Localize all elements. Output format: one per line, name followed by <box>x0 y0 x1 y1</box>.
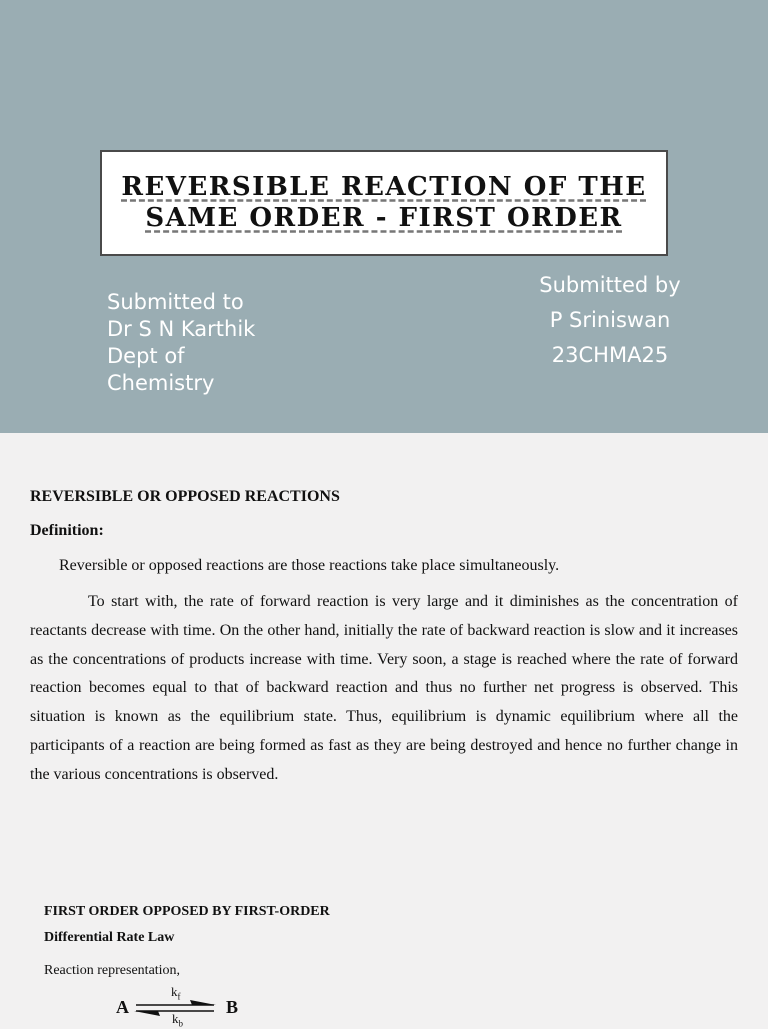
subsection-heading: FIRST ORDER OPPOSED BY FIRST-ORDER <box>44 904 330 919</box>
submitted-to-label: Submitted to <box>107 290 244 314</box>
definition-text: Reversible or opposed reactions are those reactions take place simultaneously. <box>59 557 560 574</box>
title-line-2: SAME ORDER - FIRST ORDER <box>145 203 623 233</box>
section-heading: REVERSIBLE OR OPPOSED REACTIONS <box>30 488 340 505</box>
student-name: P Sriniswan <box>549 308 671 332</box>
submitted-by-block <box>520 268 700 373</box>
title-line-1: REVERSIBLE REACTION OF THE <box>121 172 647 202</box>
reactant-a: A <box>116 997 129 1017</box>
department-line-2: Chemistry <box>107 371 215 395</box>
submitted-to-block <box>107 289 255 397</box>
body-paragraph: To start with, the rate of forward reaction is very large and it diminishes as the concentration of reactants decrease with time. On the other hand, initially the rate of backward reaction is slow and it increases as the concentrations of products increase with time. Very soon, a stage is reached where the rate of forward reaction becomes equal to that of backward reaction and thus no further net progress is observed. This situation is known as the equilibrium state. Thus, equilibrium is dynamic equilibrium where all the participants of a reaction are being formed as fast as they are being destroyed and hence no further change in the various concentrations is observed. <box>30 593 738 783</box>
reaction-equation <box>114 984 254 1029</box>
representation-label: Reaction representation, <box>44 963 181 978</box>
definition-label: Definition: <box>30 522 104 539</box>
product-b: B <box>226 997 239 1017</box>
student-id: 23CHMA25 <box>551 343 669 367</box>
rate-law-heading: Differential Rate Law <box>44 930 175 945</box>
supervisor-name: Dr S N Karthik <box>107 317 256 341</box>
backward-rate-constant: $k_b$ <box>172 1011 183 1029</box>
title-slide <box>0 0 768 433</box>
title-box <box>100 150 668 256</box>
forward-rate-constant: $k_f$ <box>171 984 181 1002</box>
department-line-1: Dept of <box>107 344 185 368</box>
submitted-by-label: Submitted by <box>539 273 681 297</box>
